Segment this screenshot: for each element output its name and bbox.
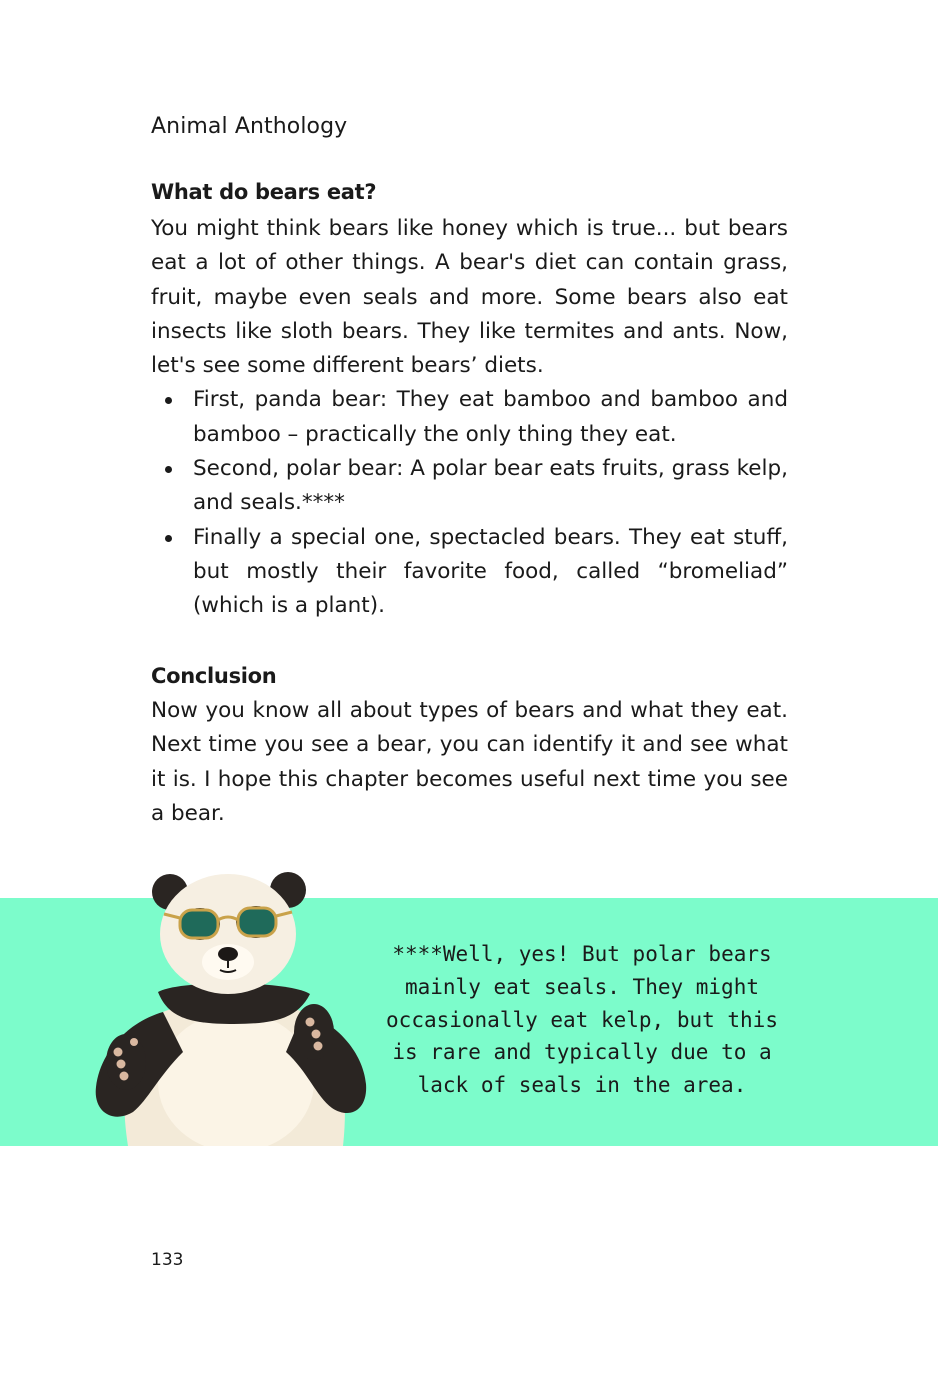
diet-bullet-list	[151, 383, 788, 623]
list-item-text: Second, polar bear: A polar bear eats fruits, grass kelp, and seals.****	[193, 456, 788, 516]
section-conclusion	[151, 664, 788, 831]
footnote-callout: ****Well, yes! But polar bears mainly eat seals. They might occasionally eat kelp, but this is rare and typically due to a lack of seals in the area.	[386, 942, 778, 1098]
bullet-icon	[165, 466, 172, 473]
list-item	[151, 521, 788, 624]
running-title: Animal Anthology	[151, 114, 348, 139]
conclusion-heading: Conclusion	[151, 664, 277, 688]
list-item-text: First, panda bear: They eat bamboo and bamboo and bamboo – practically the only thing they eat.	[193, 387, 788, 447]
conclusion-paragraph: Now you know all about types of bears and what they eat. Next time you see a bear, you can identify it and see what it is. I hope this chapter becomes useful next time you see a bear.	[151, 698, 788, 826]
bullet-icon	[165, 397, 172, 404]
list-item	[151, 452, 788, 521]
page-number: 133	[151, 1250, 184, 1270]
section-diet	[151, 180, 788, 624]
bullet-icon	[165, 535, 172, 542]
list-item-text: Finally a special one, spectacled bears. They eat stuff, but mostly their favorite food, called “bromeliad” (which is a plant).	[193, 524, 788, 619]
panda-with-sunglasses-icon	[88, 862, 374, 1146]
diet-heading: What do bears eat?	[151, 180, 377, 204]
list-item	[151, 383, 788, 452]
diet-intro-paragraph: You might think bears like honey which is true... but bears eat a lot of other things. A bear's diet can contain grass, fruit, maybe even seals and more. Some bears also eat insects like sloth bears. They like termites and ants. Now, let's see some different bears’ diets.	[151, 216, 788, 379]
